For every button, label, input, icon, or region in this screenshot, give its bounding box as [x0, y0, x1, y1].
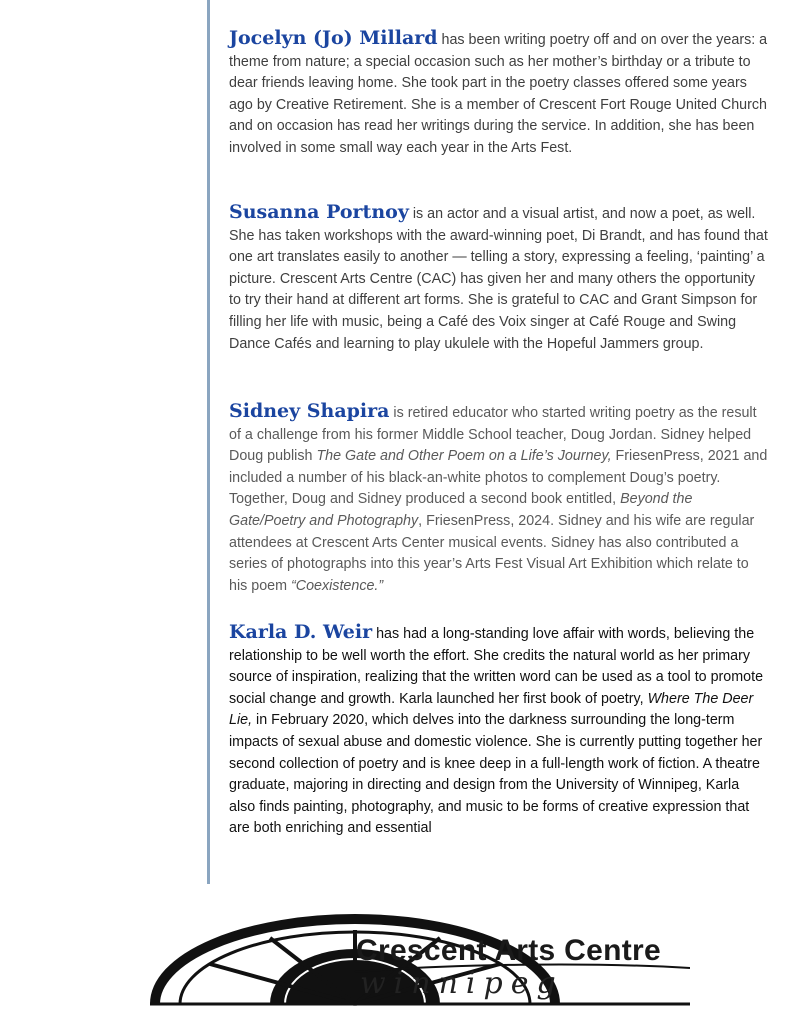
bio-text: has been writing poetry off and on over the years: a theme from nature; a special occasion such as her mother’s birthday or a tribute to dear friends leaving home. She took part in the poetry classes offered some years ago by Creative Retirement. She is a member of Crescent Fort Rouge United Church and on occasion has read her writings during the service. In addition, she has been involved in some small way each year in the Arts Fest.	[229, 32, 768, 156]
bio-name: Karla D. Weir	[229, 621, 373, 643]
bio-name: Susanna Portnoy	[229, 201, 409, 223]
bio-text: is an actor and a visual artist, and now a poet, as well. She has taken workshops with the award-winning poet, Di Brandt, and has found that one art translates easily to another — telling a story, expressing a feeling, ‘painting’ a picture. Crescent Arts Centre (CAC) has given her and many others the opportunity to try their hand at different art forms. She is grateful to CAC and Grant Simpson for filling her life with music, being a Café des Voix singer at Café Rouge and Swing Dance Cafés and learning to play ukulele with the Hopeful Jammers group.	[229, 206, 768, 352]
book-title: The Gate and Other Poem on a Life’s Journey,	[316, 448, 612, 465]
bio-susanna-portnoy	[229, 202, 769, 355]
bio-text: is retired educator who started writing poetry as the result of a challenge from his former Middle School teacher, Doug Jordan. Sidney helped Doug publish	[229, 405, 757, 465]
bio-text: in February 2020, which delves into the darkness surrounding the long-term impacts of sexual abuse and domestic violence. She is currently putting together her second collection of poetry and is knee deep in a full-length work of fiction. A theatre graduate, majoring in directing and design from the University of Winnipeg, Karla also finds painting, photography, and music to be forms of creative expression that are both enriching and essential	[229, 712, 763, 837]
bio-name: Sidney Shapira	[229, 400, 390, 422]
book-title: Where The Deer Lie,	[229, 690, 754, 729]
bio-text: , FriesenPress, 2024. Sidney and his wife are regular attendees at Crescent Arts Center musical events. Sidney has also contributed a series of photographs into this year’s Arts Fest Visual Art Exhibition which relate to his poem	[229, 512, 755, 594]
bio-text: FriesenPress, 2021 and included a number of his black-an-white photos to complement Doug’s poetry. Together, Doug and Sidney produced a second book entitled,	[229, 448, 768, 508]
logo-subtitle: winnipeg	[360, 966, 564, 1001]
vertical-divider-line	[207, 0, 210, 884]
bio-sidney-shapira	[229, 401, 769, 597]
bio-karla-weir	[229, 622, 769, 840]
book-title: Beyond the Gate/Poetry and Photography	[229, 491, 693, 529]
bio-text: has had a long-standing love affair with words, believing the relationship to be well worth the effort. She credits the natural world as her primary source of inspiration, realizing that the written word can be used as a tool to promote social change and growth. Karla launched her first book of poetry,	[229, 626, 764, 707]
poem-title: “Coexistence.”	[290, 577, 384, 594]
bio-name: Jocelyn (Jo) Millard	[229, 27, 438, 49]
bio-jocelyn-millard	[229, 28, 769, 160]
logo-title: Crescent Arts Centre	[356, 934, 661, 967]
